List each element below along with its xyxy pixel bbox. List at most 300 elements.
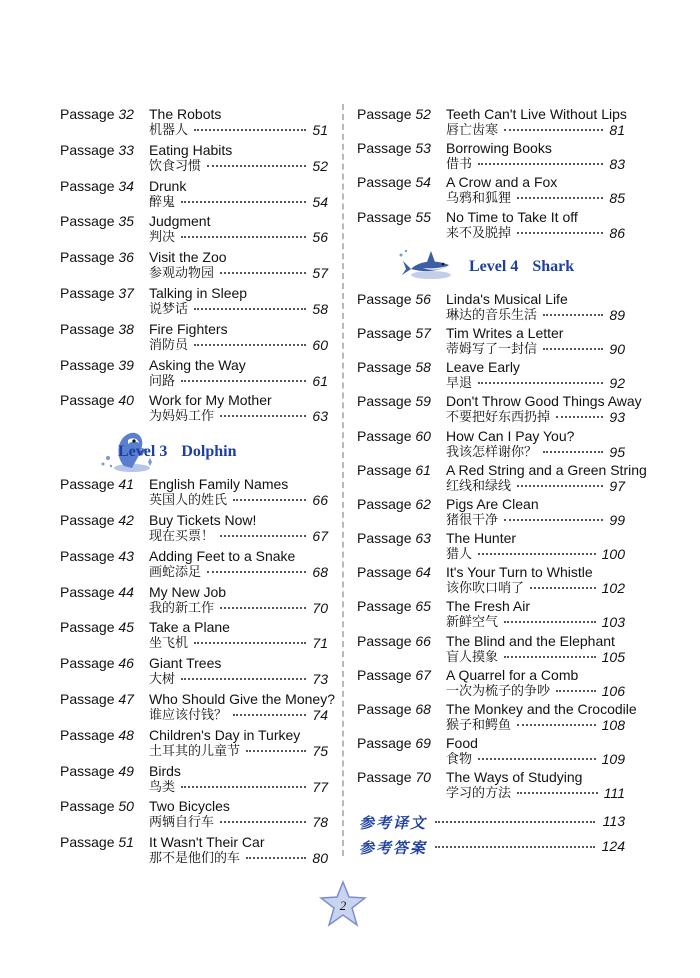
passage-title-en: Asking the Way bbox=[149, 356, 246, 373]
passage-title-zh: 猎人 bbox=[446, 547, 473, 563]
toc-entry[interactable] bbox=[357, 699, 637, 733]
passage-label bbox=[357, 668, 431, 683]
passage-title-en: Teeth Can't Live Without Lips bbox=[446, 106, 627, 122]
toc-entry[interactable] bbox=[357, 665, 625, 699]
passage-word: Passage bbox=[357, 290, 412, 307]
toc-entry[interactable] bbox=[60, 653, 328, 689]
passage-word: Passage bbox=[357, 324, 412, 341]
page-ref: 70 bbox=[312, 599, 328, 616]
shark-icon bbox=[397, 247, 457, 283]
passage-word: Passage bbox=[357, 666, 412, 683]
toc-entry[interactable] bbox=[357, 494, 625, 528]
passage-title-en: The Fresh Air bbox=[446, 598, 531, 615]
passage-title-zh: 我该怎样谢你？ bbox=[446, 444, 538, 460]
reference-title: 参考译文 bbox=[359, 813, 428, 832]
page-ref: 57 bbox=[312, 265, 328, 282]
passage-word: Passage bbox=[357, 735, 412, 752]
passage-number: 49 bbox=[118, 762, 134, 779]
passage-number: 38 bbox=[118, 320, 134, 337]
passage-number: 61 bbox=[415, 461, 431, 478]
passage-label bbox=[60, 585, 134, 600]
dot-leader bbox=[181, 786, 306, 788]
toc-entry[interactable] bbox=[60, 761, 328, 797]
dot-leader bbox=[246, 857, 306, 859]
passage-word: Passage bbox=[60, 834, 115, 851]
dot-leader bbox=[517, 197, 603, 199]
reference-entry[interactable] bbox=[357, 808, 625, 833]
page-ref: 61 bbox=[312, 372, 328, 389]
passage-label bbox=[60, 393, 134, 408]
passage-number: 54 bbox=[415, 174, 431, 191]
page-ref: 81 bbox=[609, 122, 625, 138]
page-ref: 93 bbox=[609, 409, 625, 426]
passage-title-zh: 食物 bbox=[446, 752, 473, 768]
passage-word: Passage bbox=[357, 564, 412, 581]
page-number-star bbox=[318, 880, 368, 928]
page-ref: 74 bbox=[312, 706, 328, 723]
dot-leader bbox=[194, 344, 306, 346]
toc-entry[interactable] bbox=[357, 733, 625, 767]
page-ref: 52 bbox=[312, 157, 328, 174]
dot-leader bbox=[220, 607, 306, 609]
dot-leader bbox=[194, 308, 306, 310]
passage-label bbox=[357, 141, 431, 156]
dot-leader bbox=[207, 571, 306, 573]
passage-title-zh: 问路 bbox=[149, 373, 176, 389]
passage-word: Passage bbox=[60, 619, 115, 636]
passage-title-en: The Monkey and the Crocodile bbox=[446, 701, 637, 717]
passage-label bbox=[60, 179, 134, 194]
passage-number: 69 bbox=[415, 735, 431, 752]
passage-title-en: Work for My Mother bbox=[149, 392, 272, 409]
dot-leader bbox=[478, 758, 596, 760]
reference-entry[interactable] bbox=[357, 833, 625, 858]
passage-number: 52 bbox=[415, 106, 431, 122]
level-3-header bbox=[60, 426, 328, 474]
passage-title-en: It Wasn't Their Car bbox=[149, 834, 265, 851]
page-ref: 51 bbox=[312, 122, 328, 138]
passage-label bbox=[60, 620, 134, 635]
passage-number: 50 bbox=[118, 798, 134, 815]
dot-leader bbox=[233, 499, 306, 501]
passage-word: Passage bbox=[60, 356, 115, 373]
dot-leader bbox=[478, 382, 603, 384]
page-ref: 86 bbox=[609, 224, 625, 241]
passage-title-zh: 鸟类 bbox=[149, 779, 176, 795]
passage-word: Passage bbox=[357, 632, 412, 649]
toc-entry[interactable] bbox=[357, 528, 625, 562]
page-ref: 109 bbox=[601, 751, 625, 768]
passage-title-zh: 谁应该付钱？ bbox=[149, 707, 228, 723]
page-ref: 124 bbox=[601, 837, 625, 854]
passage-number: 37 bbox=[118, 284, 134, 301]
toc-entry[interactable] bbox=[357, 596, 625, 630]
passage-word: Passage bbox=[357, 359, 412, 376]
passage-title-zh: 该你吹口哨了 bbox=[446, 581, 525, 597]
toc-entry[interactable] bbox=[357, 323, 625, 357]
passage-label bbox=[357, 292, 431, 307]
passage-word: Passage bbox=[357, 174, 412, 191]
passage-word: Passage bbox=[60, 392, 115, 409]
page-ref: 103 bbox=[601, 614, 625, 631]
dot-leader bbox=[181, 678, 306, 680]
page-ref: 77 bbox=[312, 778, 328, 795]
page-ref: 99 bbox=[609, 511, 625, 528]
passage-word: Passage bbox=[357, 598, 412, 615]
toc-entry[interactable] bbox=[60, 617, 328, 653]
dot-leader bbox=[504, 519, 603, 521]
toc-entry[interactable] bbox=[60, 582, 328, 618]
toc-entry[interactable] bbox=[60, 390, 328, 426]
passage-label bbox=[357, 736, 431, 751]
passage-label bbox=[357, 429, 431, 444]
passage-title-zh: 红线和绿线 bbox=[446, 478, 512, 494]
passage-label bbox=[357, 360, 431, 375]
dot-leader bbox=[517, 485, 603, 487]
toc-entry[interactable] bbox=[60, 140, 328, 176]
dot-leader bbox=[543, 348, 603, 350]
passage-label bbox=[60, 250, 134, 265]
page-ref: 105 bbox=[601, 648, 625, 665]
passage-number: 41 bbox=[118, 476, 134, 493]
toc-entry[interactable] bbox=[357, 767, 625, 801]
passage-word: Passage bbox=[60, 284, 115, 301]
toc-column-left bbox=[60, 104, 335, 868]
passage-label bbox=[60, 286, 134, 301]
page-ref: 90 bbox=[609, 340, 625, 357]
page-ref: 102 bbox=[601, 580, 625, 597]
page-ref: 78 bbox=[312, 814, 328, 831]
passage-word: Passage bbox=[60, 762, 115, 779]
passage-title-zh: 我的新工作 bbox=[149, 600, 215, 616]
passage-title-zh: 参观动物园 bbox=[149, 266, 215, 282]
page-ref: 113 bbox=[602, 812, 625, 829]
passage-label bbox=[357, 770, 431, 785]
passage-label bbox=[60, 764, 134, 779]
toc-entry[interactable] bbox=[357, 391, 642, 426]
dot-leader bbox=[246, 750, 306, 752]
passage-word: Passage bbox=[60, 213, 115, 230]
dot-leader bbox=[435, 846, 595, 848]
passage-title-en: Two Bicycles bbox=[149, 798, 230, 815]
level-animal: Shark bbox=[532, 257, 575, 275]
toc-entry[interactable] bbox=[60, 510, 328, 546]
passage-number: 60 bbox=[415, 427, 431, 444]
passage-label bbox=[357, 599, 431, 614]
passage-number: 35 bbox=[118, 213, 134, 230]
passage-number: 70 bbox=[415, 769, 431, 786]
passage-number: 32 bbox=[118, 106, 134, 122]
toc-entry[interactable] bbox=[357, 172, 625, 206]
passage-title-zh: 新鲜空气 bbox=[446, 615, 499, 631]
passage-label bbox=[60, 799, 134, 814]
passage-title-zh: 说梦话 bbox=[149, 301, 189, 317]
toc-entry[interactable] bbox=[357, 104, 625, 138]
passage-word: Passage bbox=[60, 655, 115, 672]
passage-title-zh: 现在买票！ bbox=[149, 528, 215, 544]
page-ref: 54 bbox=[312, 193, 328, 210]
passage-title-zh: 为妈妈工作 bbox=[149, 409, 215, 425]
passage-title-zh: 判决 bbox=[149, 230, 176, 246]
dot-leader bbox=[504, 656, 596, 658]
passage-title-en: Linda's Musical Life bbox=[446, 290, 568, 307]
passage-title-en: Borrowing Books bbox=[446, 140, 552, 157]
page-ref: 75 bbox=[312, 742, 328, 759]
page-ref: 89 bbox=[609, 306, 625, 323]
level-4-header bbox=[357, 241, 625, 289]
passage-label bbox=[60, 358, 134, 373]
page-ref: 80 bbox=[312, 850, 328, 867]
passage-word: Passage bbox=[60, 141, 115, 158]
dot-leader bbox=[517, 792, 598, 794]
passage-label bbox=[357, 531, 431, 546]
passage-title-zh: 学习的方法 bbox=[446, 786, 512, 802]
passage-title-en: Visit the Zoo bbox=[149, 249, 227, 266]
passage-number: 51 bbox=[118, 834, 134, 851]
dot-leader bbox=[478, 163, 603, 165]
page-ref: 97 bbox=[609, 477, 625, 494]
passage-word: Passage bbox=[357, 208, 412, 225]
toc-entry[interactable] bbox=[60, 319, 328, 355]
passage-title-en: Don't Throw Good Things Away bbox=[446, 393, 642, 410]
toc-entry[interactable] bbox=[60, 796, 328, 832]
passage-title-en: Leave Early bbox=[446, 359, 520, 376]
page-ref: 95 bbox=[609, 443, 625, 460]
dot-leader bbox=[517, 232, 603, 234]
passage-title-en: No Time to Take It off bbox=[446, 208, 578, 225]
passage-title-zh: 借书 bbox=[446, 157, 473, 173]
passage-title-zh: 大树 bbox=[149, 672, 176, 688]
dot-leader bbox=[530, 587, 596, 589]
passage-word: Passage bbox=[357, 106, 412, 122]
passage-label bbox=[60, 656, 134, 671]
dot-leader bbox=[207, 165, 306, 167]
toc-entry[interactable] bbox=[60, 474, 328, 510]
dot-leader bbox=[478, 553, 596, 555]
passage-title-zh: 坐飞机 bbox=[149, 636, 189, 652]
passage-title-en: The Blind and the Elephant bbox=[446, 632, 615, 649]
passage-word: Passage bbox=[357, 140, 412, 157]
passage-title-zh: 英国人的姓氏 bbox=[149, 493, 228, 509]
passage-title-en: A Quarrel for a Comb bbox=[446, 666, 579, 683]
passage-title-en: Buy Tickets Now! bbox=[149, 511, 257, 528]
passage-number: 39 bbox=[118, 356, 134, 373]
page-ref: 108 bbox=[601, 717, 625, 733]
passage-word: Passage bbox=[357, 461, 412, 478]
passage-label bbox=[60, 728, 134, 743]
passage-label bbox=[60, 477, 134, 492]
passage-word: Passage bbox=[60, 106, 115, 122]
passage-number: 33 bbox=[118, 141, 134, 158]
passage-title-zh: 饮食习惯 bbox=[149, 158, 202, 174]
passage-title-en: A Red String and a Green String bbox=[446, 461, 647, 478]
passage-word: Passage bbox=[60, 476, 115, 493]
passage-label bbox=[357, 107, 431, 122]
passage-title-zh: 土耳其的儿童节 bbox=[149, 743, 241, 759]
page-ref: 83 bbox=[609, 156, 625, 173]
page-ref: 58 bbox=[312, 300, 328, 317]
passage-number: 42 bbox=[118, 511, 134, 528]
dot-leader bbox=[517, 724, 596, 726]
dot-leader bbox=[220, 415, 306, 417]
passage-number: 45 bbox=[118, 619, 134, 636]
page-ref: 73 bbox=[312, 671, 328, 688]
dot-leader bbox=[181, 236, 306, 238]
dot-leader bbox=[233, 714, 306, 716]
column-divider bbox=[342, 104, 344, 856]
passage-title-en: English Family Names bbox=[149, 476, 289, 493]
passage-word: Passage bbox=[60, 320, 115, 337]
passage-title-en: It's Your Turn to Whistle bbox=[446, 564, 593, 581]
passage-title-zh: 一次为梳子的争吵 bbox=[446, 683, 551, 699]
passage-title-zh: 猴子和鳄鱼 bbox=[446, 718, 512, 733]
passage-title-en: Who Should Give the Money? bbox=[149, 690, 335, 707]
dot-leader bbox=[556, 690, 596, 692]
passage-title-en: Drunk bbox=[149, 177, 187, 194]
toc-entry[interactable] bbox=[357, 562, 625, 596]
passage-title-en: How Can I Pay You? bbox=[446, 427, 575, 444]
passage-title-zh: 两辆自行车 bbox=[149, 815, 215, 831]
passage-title-zh: 蒂姆写了一封信 bbox=[446, 341, 538, 357]
page-ref: 68 bbox=[312, 563, 328, 580]
passage-word: Passage bbox=[357, 530, 412, 547]
level-label: Level 4 bbox=[469, 257, 519, 275]
passage-title-zh: 来不及脱掉 bbox=[446, 225, 512, 241]
passage-label bbox=[60, 322, 134, 337]
passage-label bbox=[357, 565, 431, 580]
passage-title-zh: 那不是他们的车 bbox=[149, 851, 241, 867]
passage-number: 59 bbox=[415, 393, 431, 410]
dot-leader bbox=[504, 621, 596, 623]
passage-title-en: Talking in Sleep bbox=[149, 284, 248, 301]
page-number: 2 bbox=[339, 898, 347, 913]
toc-entry[interactable] bbox=[60, 725, 328, 761]
toc-entry[interactable] bbox=[60, 176, 328, 212]
toc-entry[interactable] bbox=[60, 546, 328, 582]
passage-label bbox=[357, 394, 431, 409]
toc-entry[interactable] bbox=[357, 138, 625, 172]
passage-title-zh: 画蛇添足 bbox=[149, 564, 202, 580]
toc-entry[interactable] bbox=[357, 357, 625, 391]
passage-number: 58 bbox=[415, 359, 431, 376]
passage-number: 64 bbox=[415, 564, 431, 581]
passage-label bbox=[357, 175, 431, 190]
passage-word: Passage bbox=[60, 690, 115, 707]
passage-number: 40 bbox=[118, 392, 134, 409]
passage-word: Passage bbox=[357, 393, 412, 410]
passage-title-en: The Hunter bbox=[446, 530, 517, 547]
passage-word: Passage bbox=[357, 701, 412, 717]
toc-entry[interactable] bbox=[60, 247, 328, 283]
passage-title-en: Children's Day in Turkey bbox=[149, 726, 301, 743]
passage-label bbox=[60, 835, 134, 850]
passage-number: 62 bbox=[415, 495, 431, 512]
passage-number: 34 bbox=[118, 177, 134, 194]
passage-number: 63 bbox=[415, 530, 431, 547]
passage-number: 68 bbox=[415, 701, 431, 717]
page-ref: 106 bbox=[601, 682, 625, 699]
passage-title-zh: 琳达的音乐生活 bbox=[446, 307, 538, 323]
toc-entry[interactable] bbox=[357, 289, 625, 323]
passage-word: Passage bbox=[60, 726, 115, 743]
passage-label bbox=[357, 210, 431, 225]
toc-entry[interactable] bbox=[357, 631, 625, 665]
passage-number: 65 bbox=[415, 598, 431, 615]
passage-title-en: Eating Habits bbox=[149, 141, 233, 158]
passage-title-en: Giant Trees bbox=[149, 655, 222, 672]
passage-label bbox=[60, 143, 134, 158]
passage-number: 57 bbox=[415, 324, 431, 341]
page-ref: 111 bbox=[603, 785, 625, 802]
passage-word: Passage bbox=[357, 495, 412, 512]
reference-title: 参考答案 bbox=[359, 838, 428, 857]
passage-word: Passage bbox=[60, 583, 115, 600]
passage-title-en: Adding Feet to a Snake bbox=[149, 547, 296, 564]
page-ref: 66 bbox=[312, 492, 328, 509]
passage-label bbox=[60, 107, 134, 122]
passage-number: 66 bbox=[415, 632, 431, 649]
passage-label bbox=[357, 702, 431, 717]
passage-title-zh: 醉鬼 bbox=[149, 194, 176, 210]
toc-entry[interactable] bbox=[60, 689, 335, 725]
passage-word: Passage bbox=[357, 769, 412, 786]
passage-title-zh: 消防员 bbox=[149, 337, 189, 353]
toc-entry[interactable] bbox=[60, 211, 328, 247]
passage-label bbox=[357, 326, 431, 341]
passage-word: Passage bbox=[60, 177, 115, 194]
dot-leader bbox=[181, 201, 306, 203]
toc-entry[interactable] bbox=[60, 832, 328, 868]
page-ref: 67 bbox=[312, 527, 328, 544]
passage-title-zh: 乌鸦和狐狸 bbox=[446, 191, 512, 207]
level-animal: Dolphin bbox=[181, 443, 237, 461]
page-ref: 60 bbox=[312, 336, 328, 353]
toc-entry[interactable] bbox=[357, 460, 647, 494]
toc-entry[interactable] bbox=[60, 355, 328, 391]
dot-leader bbox=[220, 535, 306, 537]
page-ref: 100 bbox=[601, 546, 625, 563]
passage-title-en: Tim Writes a Letter bbox=[446, 324, 564, 341]
page-ref: 92 bbox=[609, 375, 625, 392]
toc-entry[interactable] bbox=[357, 207, 625, 241]
dot-leader bbox=[194, 642, 306, 644]
dot-leader bbox=[220, 272, 306, 274]
passage-title-en: Birds bbox=[149, 762, 181, 779]
toc-entry[interactable] bbox=[60, 283, 328, 319]
passage-title-zh: 盲人摸象 bbox=[446, 649, 499, 665]
passage-number: 46 bbox=[118, 655, 134, 672]
passage-title-zh: 唇亡齿寒 bbox=[446, 123, 499, 138]
toc-entry[interactable] bbox=[357, 426, 625, 460]
page-ref: 85 bbox=[609, 190, 625, 207]
passage-title-en: The Robots bbox=[149, 106, 222, 122]
passage-word: Passage bbox=[60, 249, 115, 266]
page-ref: 63 bbox=[312, 408, 328, 425]
passage-number: 36 bbox=[118, 249, 134, 266]
toc-column-right bbox=[357, 104, 647, 858]
passage-title-zh: 不要把好东西扔掉 bbox=[446, 410, 551, 426]
passage-label bbox=[60, 549, 134, 564]
passage-label bbox=[60, 513, 134, 528]
passage-label bbox=[357, 463, 431, 478]
passage-number: 67 bbox=[415, 666, 431, 683]
passage-label bbox=[357, 634, 431, 649]
toc-entry[interactable] bbox=[60, 104, 328, 140]
passage-title-zh: 早退 bbox=[446, 376, 473, 392]
passage-title-en: My New Job bbox=[149, 583, 227, 600]
passage-label bbox=[357, 497, 431, 512]
passage-label bbox=[60, 692, 134, 707]
